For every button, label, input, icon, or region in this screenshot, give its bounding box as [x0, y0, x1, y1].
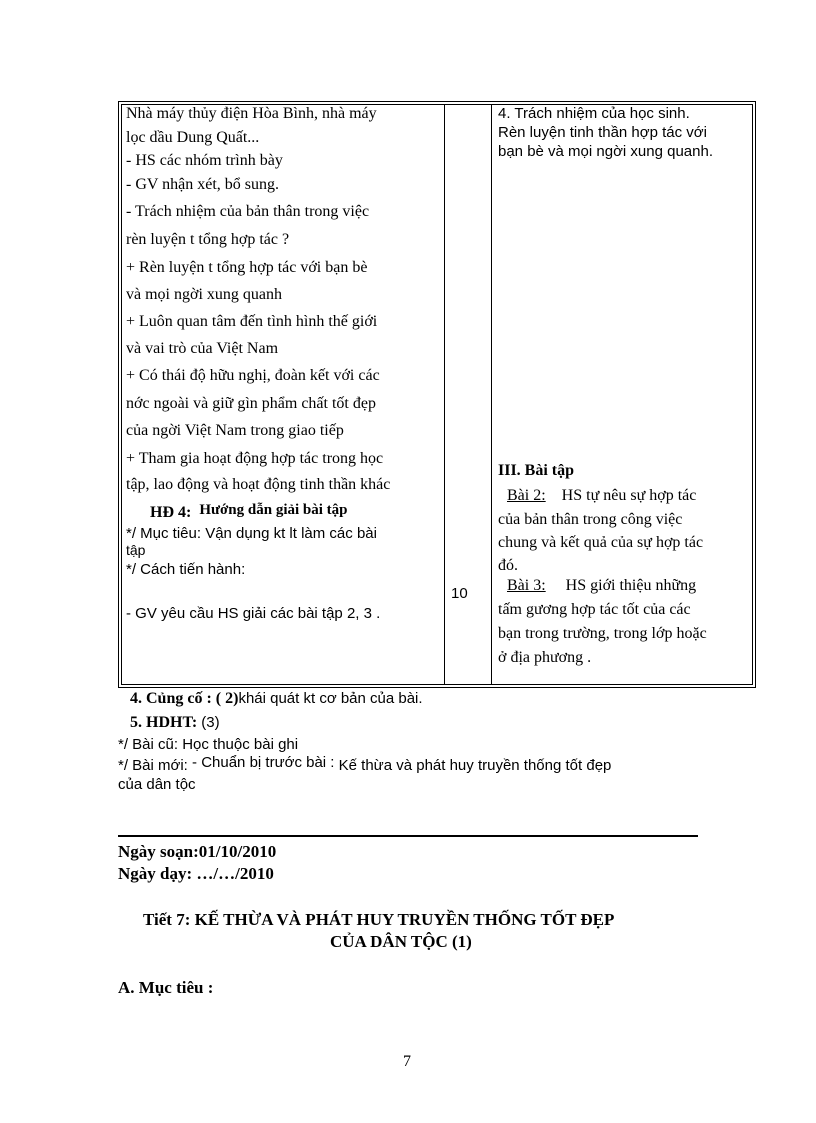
- exercise-3-text: HS giới thiệu những: [565, 577, 697, 594]
- exercise-2-line: chung và kết quả của sự hợp tác: [498, 534, 704, 551]
- exercise-3-line: [507, 577, 696, 595]
- teaching-date: Ngày dạy: …/…/2010: [118, 864, 274, 883]
- homework-minutes: (3): [201, 714, 220, 731]
- exercises-heading: III. Bài tập: [498, 462, 575, 479]
- activity-line: - HS các nhóm trình bày: [126, 152, 283, 169]
- exercise-2-label: Bài 2:: [507, 487, 546, 504]
- consolidation-line: [130, 690, 423, 708]
- activity-line: + Có thái độ hữu nghị, đoàn kết với các: [126, 367, 380, 384]
- activity-line: + Rèn luyện t tổng hợp tác với bạn bè: [126, 259, 368, 276]
- exercise-3-line: tấm gương hợp tác tốt của các: [498, 601, 691, 618]
- column-divider: [491, 105, 492, 684]
- exercise-3-line: ở địa phương .: [498, 649, 592, 666]
- new-lesson-title-cont: của dân tộc: [118, 776, 196, 793]
- activity-line: + Tham gia hoạt động hợp tác trong học: [126, 450, 384, 467]
- time-value: 10: [451, 585, 468, 602]
- activity-line: rèn luyện t tổng hợp tác ?: [126, 231, 290, 248]
- consolidation-label: 4. Củng cố : ( 2): [130, 690, 239, 707]
- exercise-2-line: của bản thân trong công việc: [498, 511, 683, 528]
- lesson-title: Tiết 7: KẾ THỪA VÀ PHÁT HUY TRUYỀN THỐNG TỐT ĐẸP: [143, 910, 615, 929]
- new-lesson-prefix: */ Bài mới:: [118, 757, 188, 774]
- column-divider: [444, 105, 445, 684]
- hd4-heading: [150, 504, 348, 522]
- teacher-task-line: - GV yêu cầu HS giải các bài tập 2, 3 .: [126, 605, 381, 622]
- new-lesson-line: [118, 754, 612, 774]
- activity-line: của ngời Việt Nam trong giao tiếp: [126, 422, 344, 439]
- activity-line: + Luôn quan tâm đến tình hình thế giới: [126, 313, 378, 330]
- method-line: */ Cách tiến hành:: [126, 561, 246, 578]
- homework-label: 5. HDHT:: [130, 714, 198, 731]
- activity-line: tập, lao động và hoạt động tinh thần khác: [126, 476, 391, 493]
- homework-line: [130, 714, 220, 732]
- new-lesson-title: Kế thừa và phát huy truyền thống tốt đẹp: [338, 757, 612, 774]
- content-heading: 4. Trách nhiệm của học sinh.: [498, 105, 690, 122]
- activity-line: - Trách nhiệm của bản thân trong việc: [126, 203, 370, 220]
- page-number: 7: [403, 1053, 411, 1070]
- exercise-3-line: bạn trong trường, trong lớp hoặc: [498, 625, 707, 642]
- consolidation-text: khái quát kt cơ bản của bài.: [238, 690, 423, 707]
- exercise-2-text: HS tự nêu sự hợp tác: [561, 487, 697, 504]
- section-divider: [118, 835, 698, 837]
- content-line: bạn bè và mọi ngời xung quanh.: [498, 143, 713, 160]
- activity-line: - GV nhận xét, bổ sung.: [126, 176, 280, 193]
- prepared-date: Ngày soạn:01/10/2010: [118, 842, 277, 861]
- lesson-title-cont: CỦA DÂN TỘC (1): [330, 932, 472, 951]
- activity-line: nớc ngoài và giữ gìn phẩm chất tốt đẹp: [126, 395, 376, 412]
- hd4-title: Hướng dẫn giải bài tập: [199, 502, 348, 518]
- activity-line: và mọi ngời xung quanh: [126, 286, 282, 303]
- activity-line: và vai trò của Việt Nam: [126, 340, 279, 357]
- exercise-2-line: [507, 487, 696, 505]
- hd4-label: HĐ 4:: [150, 504, 192, 521]
- activity-line: lọc dầu Dung Quất...: [126, 129, 260, 146]
- content-line: Rèn luyện tinh thần hợp tác với: [498, 124, 707, 141]
- objective-line: */ Mục tiêu: Vận dụng kt lt làm các bài: [126, 525, 377, 542]
- old-lesson-line: */ Bài cũ: Học thuộc bài ghi: [118, 736, 299, 753]
- exercise-2-line: đó.: [498, 557, 518, 574]
- exercise-3-label: Bài 3:: [507, 577, 546, 594]
- lesson-table: [118, 101, 756, 688]
- activity-line: Nhà máy thủy điện Hòa Bình, nhà máy: [126, 105, 377, 122]
- section-a-heading: A. Mục tiêu :: [118, 978, 214, 997]
- new-lesson-middle: - Chuẩn bị trước bài :: [192, 754, 335, 771]
- objective-line: tập: [126, 542, 146, 558]
